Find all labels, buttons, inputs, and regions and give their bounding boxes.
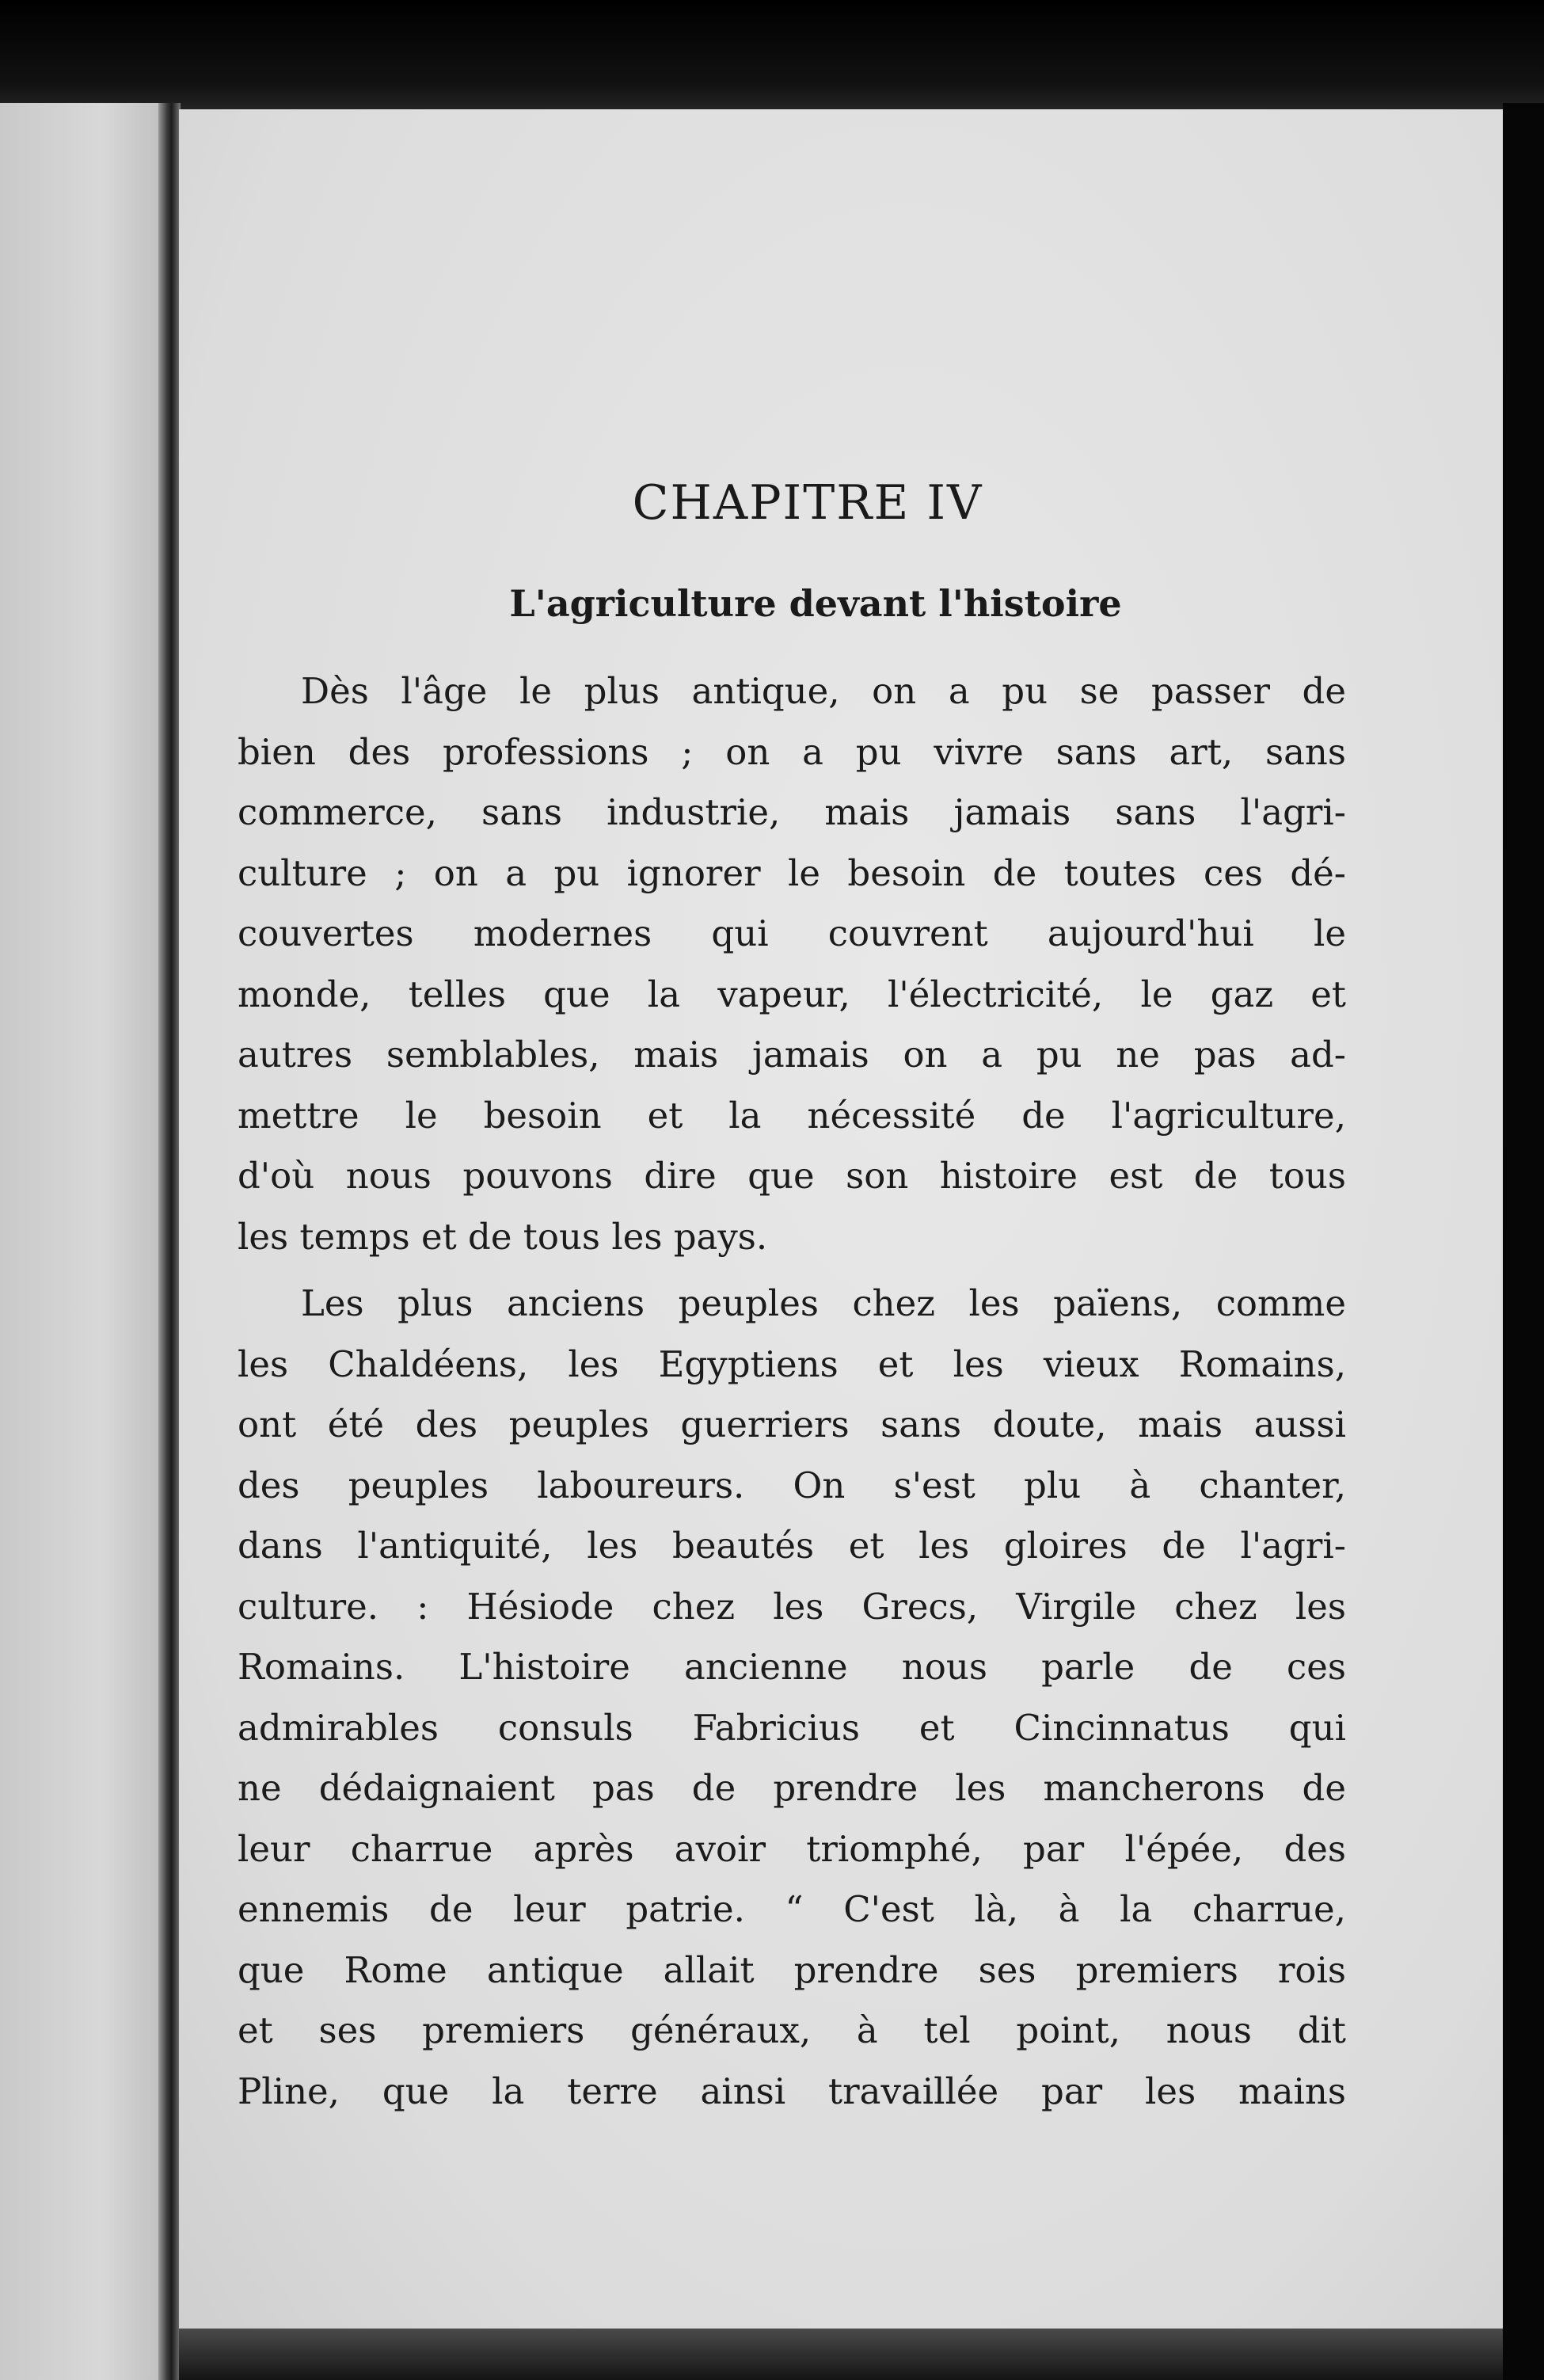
text-line: les Chaldéens, les Egyptiens et les vieux Romains, [238,1342,1346,1385]
facing-page-edge [0,103,170,2380]
text-line: Romains. L'histoire ancienne nous parle de ces [238,1646,1346,1688]
paragraph [238,1274,1346,2122]
chapter-heading: CHAPITRE IV [632,475,983,531]
text-line: bien des professions ; on a pu vivre sans art, sans [238,730,1346,773]
text-line: que Rome antique allait prendre ses premiers rois [238,1948,1346,1991]
text-line: d'où nous pouvons dire que son histoire est de tous [238,1155,1346,1197]
body-text [238,661,1346,2122]
text-line: culture ; on a pu ignorer le besoin de toutes ces dé- [238,851,1346,894]
text-line: leur charrue après avoir triomphé, par l'épée, des [238,1827,1346,1870]
text-line: commerce, sans industrie, mais jamais sans l'agri- [238,791,1346,833]
text-line: ont été des peuples guerriers sans doute, mais aussi [238,1403,1346,1445]
paragraph [238,661,1346,1267]
text-line: des peuples laboureurs. On s'est plu à chanter, [238,1464,1346,1506]
text-line: monde, telles que la vapeur, l'électricité, le gaz et [238,973,1346,1015]
text-line: dans l'antiquité, les beautés et les gloires de l'agri- [238,1525,1346,1567]
text-line: les temps et de tous les pays. [238,1215,768,1258]
text-line: et ses premiers généraux, à tel point, nous dit [238,2009,1346,2051]
book-gutter [158,103,181,2380]
text-line: Les plus anciens peuples chez les païens, comme [301,1282,1346,1324]
text-line: couvertes modernes qui couvrent aujourd'hui le [238,912,1346,954]
text-line: autres semblables, mais jamais on a pu ne pas ad- [238,1034,1346,1076]
text-line: Dès l'âge le plus antique, on a pu se passer de [301,670,1346,712]
text-line: mettre le besoin et la nécessité de l'agriculture, [238,1094,1346,1137]
scan-right-border [1503,103,1544,2380]
scan-top-border [0,0,1544,119]
text-line: culture. : Hésiode chez les Grecs, Virgile chez les [238,1585,1346,1628]
text-line: Pline, que la terre ainsi travaillée par les mains [238,2070,1346,2112]
text-line: ennemis de leur patrie. “ C'est là, à la charrue, [238,1888,1346,1930]
scan-bottom-border [179,2329,1503,2380]
text-line: admirables consuls Fabricius et Cincinnatus qui [238,1706,1346,1749]
text-line: ne dédaignaient pas de prendre les mancherons de [238,1767,1346,1809]
chapter-title: L'agriculture devant l'histoire [509,582,1122,625]
